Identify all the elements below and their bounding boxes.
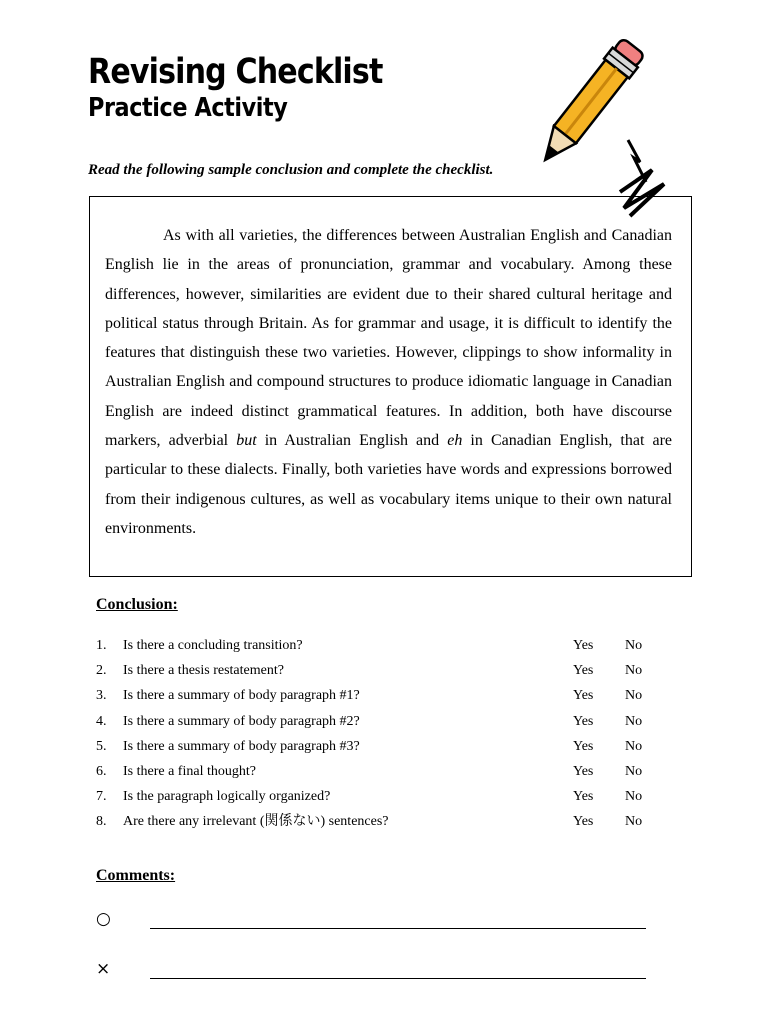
- no-option[interactable]: No: [625, 638, 643, 653]
- yes-option[interactable]: Yes: [573, 789, 594, 805]
- positive-comment-line[interactable]: [150, 928, 646, 929]
- item-number: 3.: [96, 688, 107, 704]
- item-number: 6.: [96, 763, 107, 779]
- checklist-item: [96, 737, 656, 762]
- item-number: 5.: [96, 738, 107, 754]
- no-option[interactable]: No: [625, 738, 643, 754]
- word-eh: eh: [447, 432, 463, 450]
- item-question: Is the paragraph logically organized?: [123, 789, 331, 805]
- item-number: 2.: [96, 663, 107, 679]
- yes-option[interactable]: Yes: [573, 663, 594, 679]
- positive-comment-row: [96, 908, 656, 932]
- checklist-item: [96, 661, 656, 686]
- conclusion-checklist: [96, 636, 656, 838]
- yes-option[interactable]: Yes: [573, 713, 594, 729]
- no-option[interactable]: No: [625, 713, 643, 729]
- yes-option[interactable]: Yes: [573, 688, 594, 704]
- checklist-item: [96, 712, 656, 737]
- circle-icon: ○: [96, 909, 111, 929]
- instruction-text: Read the following sample conclusion and complete the checklist.: [88, 162, 494, 178]
- sample-conclusion-box: [89, 196, 692, 577]
- yes-option[interactable]: Yes: [573, 814, 594, 830]
- yes-option[interactable]: Yes: [573, 763, 594, 779]
- page-subtitle: Practice Activity: [88, 93, 288, 123]
- yes-option[interactable]: Yes: [573, 738, 594, 754]
- word-but: but: [236, 432, 257, 450]
- negative-comment-line[interactable]: [150, 978, 646, 979]
- sample-conclusion-text: As with all varieties, the differences between Australian English and Canadian English lie in the areas of pronunciation, grammar and vocabulary. Among these differences, however, similarities are evident due to their shared cultural heritage and political status through Britain. As for grammar and usage, it is difficult to identify the features that distinguish these two varieties. However, clippings to show informality in Australian English and compound structures to produce idiomatic language in Canadian English are indeed distinct grammatical features. In addition, both have discourse markers, adverbial but in Australian English and eh in Canadian English, that are particular to these dialects. Finally, both varieties have words and expressions borrowed from their indigenous cultures, as well as vocabulary items unique to their own natural environments.: [105, 227, 672, 537]
- no-option[interactable]: No: [625, 814, 643, 830]
- checklist-item: [96, 787, 656, 812]
- checklist-item: [96, 762, 656, 787]
- pencil-icon: [520, 20, 680, 220]
- page-title: Revising Checklist: [88, 52, 383, 92]
- item-number: 8.: [96, 814, 107, 830]
- yes-option[interactable]: Yes: [573, 638, 594, 653]
- item-number: 7.: [96, 789, 107, 805]
- no-option[interactable]: No: [625, 663, 643, 679]
- comments-heading: Comments:: [96, 867, 176, 884]
- item-question: Is there a thesis restatement?: [123, 663, 284, 679]
- checklist-item: [96, 812, 656, 837]
- no-option[interactable]: No: [625, 763, 643, 779]
- item-question: Is there a summary of body paragraph #3?: [123, 738, 360, 754]
- item-question: Is there a concluding transition?: [123, 638, 303, 653]
- no-option[interactable]: No: [625, 789, 643, 805]
- checklist-item: [96, 686, 656, 711]
- checklist-item: [96, 636, 656, 661]
- negative-comment-row: [96, 958, 656, 982]
- cross-icon: ×: [96, 959, 111, 979]
- item-number: 1.: [96, 638, 107, 653]
- item-question: Is there a summary of body paragraph #1?: [123, 688, 360, 704]
- item-number: 4.: [96, 713, 107, 729]
- item-question: Is there a summary of body paragraph #2?: [123, 713, 360, 729]
- no-option[interactable]: No: [625, 688, 643, 704]
- conclusion-heading: Conclusion:: [96, 596, 178, 613]
- item-question: Is there a final thought?: [123, 763, 256, 779]
- item-question: Are there any irrelevant (関係ない) sentences?: [123, 814, 389, 830]
